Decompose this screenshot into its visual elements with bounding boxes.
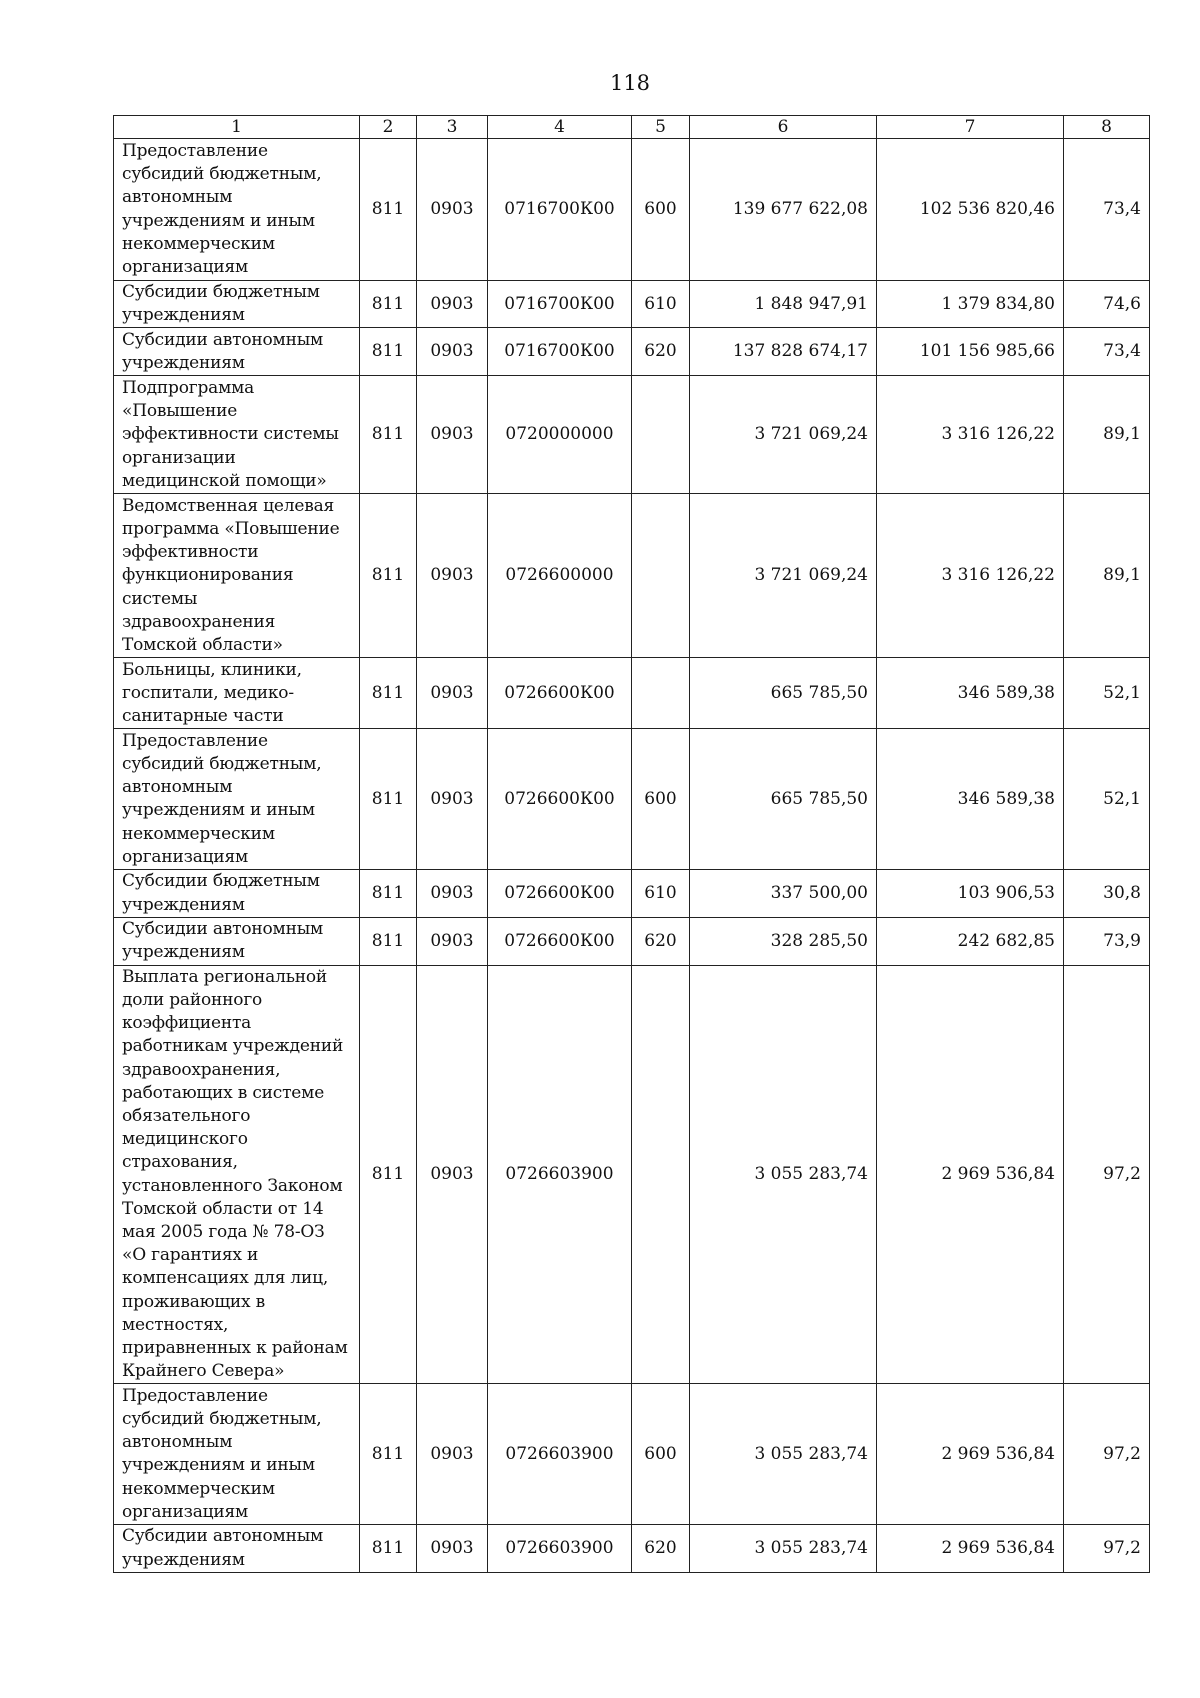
cell-actual-amount: 1 379 834,80 — [877, 281, 1064, 328]
cell-planned-amount: 3 055 283,74 — [690, 1384, 877, 1525]
cell-target-code: 0726603900 — [488, 965, 632, 1384]
cell-target-code: 0716700К00 — [488, 328, 632, 376]
table-row — [114, 658, 1150, 729]
table-row — [114, 1525, 1150, 1572]
cell-admin-code: 811 — [360, 658, 417, 729]
cell-percent: 89,1 — [1064, 376, 1150, 494]
column-header: 4 — [488, 116, 632, 139]
page-number: 118 — [609, 71, 651, 95]
cell-percent: 73,9 — [1064, 917, 1150, 965]
table-row — [114, 729, 1150, 870]
cell-percent: 52,1 — [1064, 658, 1150, 729]
cell-target-code: 0716700К00 — [488, 139, 632, 281]
cell-actual-amount: 346 589,38 — [877, 658, 1064, 729]
cell-actual-amount: 3 316 126,22 — [877, 494, 1064, 658]
cell-actual-amount: 102 536 820,46 — [877, 139, 1064, 281]
item-name: Субсидии автономным учреждениям — [114, 917, 360, 965]
cell-target-code: 0726600К00 — [488, 658, 632, 729]
item-name: Подпрограмма «Повышение эффективности системы организации медицинской помощи» — [114, 376, 360, 494]
cell-section-code: 0903 — [417, 917, 488, 965]
cell-target-code: 0720000000 — [488, 376, 632, 494]
cell-section-code: 0903 — [417, 965, 488, 1384]
header-row — [114, 116, 1150, 139]
item-name: Субсидии бюджетным учреждениям — [114, 281, 360, 328]
cell-planned-amount: 137 828 674,17 — [690, 328, 877, 376]
cell-planned-amount: 1 848 947,91 — [690, 281, 877, 328]
cell-target-code: 0726600К00 — [488, 729, 632, 870]
item-name: Ведомственная целевая программа «Повышение эффективности функционирования системы здравоохранения Томской области» — [114, 494, 360, 658]
table-row — [114, 917, 1150, 965]
cell-actual-amount: 2 969 536,84 — [877, 1525, 1064, 1572]
cell-expense-type: 600 — [632, 139, 690, 281]
cell-percent: 52,1 — [1064, 729, 1150, 870]
cell-section-code: 0903 — [417, 1384, 488, 1525]
cell-target-code: 0726603900 — [488, 1525, 632, 1572]
column-header: 3 — [417, 116, 488, 139]
cell-percent: 73,4 — [1064, 328, 1150, 376]
cell-section-code: 0903 — [417, 870, 488, 917]
column-header: 1 — [114, 116, 360, 139]
item-name: Больницы, клиники, госпитали, медико-санитарные части — [114, 658, 360, 729]
cell-admin-code: 811 — [360, 328, 417, 376]
cell-section-code: 0903 — [417, 729, 488, 870]
cell-target-code: 0726603900 — [488, 1384, 632, 1525]
cell-planned-amount: 3 721 069,24 — [690, 494, 877, 658]
cell-section-code: 0903 — [417, 494, 488, 658]
item-name: Выплата региональной доли районного коэффициента работникам учреждений здравоохранения, работающих в системе обязательного медицинского страхования, установленного Законом Томской области от 14 мая 2005 года № 78-ОЗ «О гарантиях и компенсациях для лиц, проживающих в местностях, приравненных к районам Крайнего Севера» — [114, 965, 360, 1384]
column-header: 5 — [632, 116, 690, 139]
cell-admin-code: 811 — [360, 139, 417, 281]
cell-expense-type — [632, 965, 690, 1384]
column-header: 6 — [690, 116, 877, 139]
cell-target-code: 0726600000 — [488, 494, 632, 658]
cell-actual-amount: 242 682,85 — [877, 917, 1064, 965]
cell-planned-amount: 665 785,50 — [690, 729, 877, 870]
cell-percent: 97,2 — [1064, 1525, 1150, 1572]
cell-admin-code: 811 — [360, 729, 417, 870]
cell-section-code: 0903 — [417, 281, 488, 328]
cell-planned-amount: 139 677 622,08 — [690, 139, 877, 281]
cell-percent: 89,1 — [1064, 494, 1150, 658]
item-name: Предоставление субсидий бюджетным, автономным учреждениям и иным некоммерческим организациям — [114, 1384, 360, 1525]
cell-planned-amount: 337 500,00 — [690, 870, 877, 917]
cell-section-code: 0903 — [417, 1525, 488, 1572]
item-name: Субсидии автономным учреждениям — [114, 1525, 360, 1572]
column-header: 2 — [360, 116, 417, 139]
cell-admin-code: 811 — [360, 376, 417, 494]
table-row — [114, 494, 1150, 658]
cell-actual-amount: 346 589,38 — [877, 729, 1064, 870]
cell-expense-type: 620 — [632, 917, 690, 965]
cell-percent: 73,4 — [1064, 139, 1150, 281]
cell-planned-amount: 328 285,50 — [690, 917, 877, 965]
cell-actual-amount: 3 316 126,22 — [877, 376, 1064, 494]
cell-admin-code: 811 — [360, 1384, 417, 1525]
table-row — [114, 1384, 1150, 1525]
cell-expense-type: 620 — [632, 328, 690, 376]
cell-planned-amount: 3 055 283,74 — [690, 1525, 877, 1572]
table-row — [114, 281, 1150, 328]
cell-planned-amount: 3 721 069,24 — [690, 376, 877, 494]
cell-target-code: 0726600К00 — [488, 870, 632, 917]
cell-planned-amount: 3 055 283,74 — [690, 965, 877, 1384]
table-row — [114, 139, 1150, 281]
item-name: Субсидии бюджетным учреждениям — [114, 870, 360, 917]
cell-admin-code: 811 — [360, 917, 417, 965]
cell-section-code: 0903 — [417, 328, 488, 376]
table-row — [114, 328, 1150, 376]
cell-expense-type — [632, 658, 690, 729]
cell-expense-type: 620 — [632, 1525, 690, 1572]
cell-actual-amount: 2 969 536,84 — [877, 965, 1064, 1384]
cell-target-code: 0726600К00 — [488, 917, 632, 965]
cell-expense-type: 610 — [632, 870, 690, 917]
budget-table — [113, 115, 1150, 1573]
cell-section-code: 0903 — [417, 658, 488, 729]
column-header: 7 — [877, 116, 1064, 139]
item-name: Предоставление субсидий бюджетным, автономным учреждениям и иным некоммерческим организациям — [114, 729, 360, 870]
cell-admin-code: 811 — [360, 281, 417, 328]
table-row — [114, 376, 1150, 494]
cell-actual-amount: 101 156 985,66 — [877, 328, 1064, 376]
cell-percent: 30,8 — [1064, 870, 1150, 917]
cell-actual-amount: 2 969 536,84 — [877, 1384, 1064, 1525]
item-name: Предоставление субсидий бюджетным, автономным учреждениям и иным некоммерческим организациям — [114, 139, 360, 281]
cell-expense-type — [632, 494, 690, 658]
cell-expense-type: 600 — [632, 1384, 690, 1525]
cell-admin-code: 811 — [360, 494, 417, 658]
table-row — [114, 870, 1150, 917]
cell-percent: 97,2 — [1064, 1384, 1150, 1525]
cell-admin-code: 811 — [360, 1525, 417, 1572]
cell-expense-type — [632, 376, 690, 494]
cell-expense-type: 610 — [632, 281, 690, 328]
cell-percent: 97,2 — [1064, 965, 1150, 1384]
cell-target-code: 0716700К00 — [488, 281, 632, 328]
table-row — [114, 965, 1150, 1384]
cell-percent: 74,6 — [1064, 281, 1150, 328]
item-name: Субсидии автономным учреждениям — [114, 328, 360, 376]
cell-admin-code: 811 — [360, 965, 417, 1384]
cell-expense-type: 600 — [632, 729, 690, 870]
cell-section-code: 0903 — [417, 376, 488, 494]
column-header: 8 — [1064, 116, 1150, 139]
cell-planned-amount: 665 785,50 — [690, 658, 877, 729]
cell-actual-amount: 103 906,53 — [877, 870, 1064, 917]
cell-admin-code: 811 — [360, 870, 417, 917]
cell-section-code: 0903 — [417, 139, 488, 281]
